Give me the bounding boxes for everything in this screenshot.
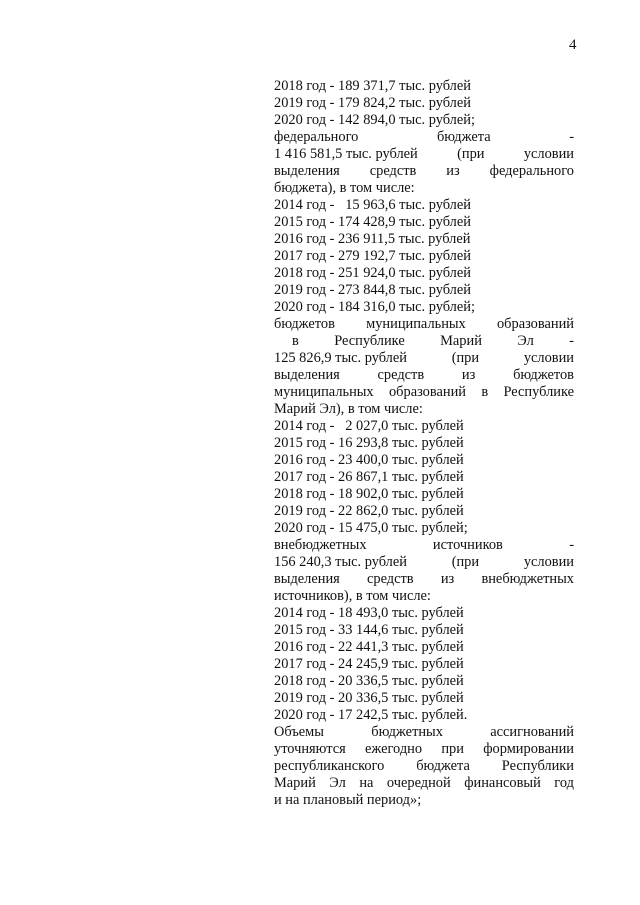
municipal-amount-line: 125 826,9 тыс. рублей (при условии	[274, 350, 574, 366]
extrabudget-section	[274, 537, 574, 724]
municipal-budget-section	[274, 316, 574, 537]
extrabudget-tail: источников), в том числе:	[274, 588, 431, 604]
municipal-heading-1: бюджетов муниципальных образований	[274, 316, 574, 332]
year-list-block1	[274, 78, 574, 129]
year-line: 2019 год - 273 844,8 тыс. рублей	[274, 282, 471, 298]
year-line: 2020 год - 15 475,0 тыс. рублей;	[274, 520, 468, 536]
municipal-heading-2: в Республике Марий Эл -	[292, 333, 574, 349]
closing-line-5: и на плановый период»;	[274, 792, 422, 808]
year-line: 2019 год - 179 824,2 тыс. рублей	[274, 95, 471, 111]
year-line: 2017 год - 26 867,1 тыс. рублей	[274, 469, 464, 485]
year-line: 2014 год - 2 027,0 тыс. рублей	[274, 418, 464, 434]
year-line: 2014 год - 18 493,0 тыс. рублей	[274, 605, 464, 621]
year-line: 2016 год - 236 911,5 тыс. рублей	[274, 231, 471, 247]
year-line: 2016 год - 23 400,0 тыс. рублей	[274, 452, 464, 468]
year-line: 2017 год - 279 192,7 тыс. рублей	[274, 248, 471, 264]
year-line: 2018 год - 251 924,0 тыс. рублей	[274, 265, 471, 281]
year-line: 2017 год - 24 245,9 тыс. рублей	[274, 656, 464, 672]
municipal-condition-line: выделения средств из бюджетов	[274, 367, 574, 383]
federal-amount-line: 1 416 581,5 тыс. рублей (при условии	[274, 146, 574, 162]
closing-line-1: Объемы бюджетных ассигнований	[274, 724, 574, 740]
year-line: 2015 год - 33 144,6 тыс. рублей	[274, 622, 464, 638]
extrabudget-condition-line: выделения средств из внебюджетных	[274, 571, 574, 587]
closing-line-3: республиканского бюджета Республики	[274, 758, 574, 774]
municipal-tail: Марий Эл), в том числе:	[274, 401, 423, 417]
federal-heading: федерального бюджета -	[274, 129, 574, 145]
year-line: 2015 год - 174 428,9 тыс. рублей	[274, 214, 471, 230]
year-line: 2020 год - 142 894,0 тыс. рублей;	[274, 112, 475, 128]
year-line: 2015 год - 16 293,8 тыс. рублей	[274, 435, 464, 451]
federal-tail: бюджета), в том числе:	[274, 180, 415, 196]
year-line: 2018 год - 20 336,5 тыс. рублей	[274, 673, 464, 689]
federal-condition-line: выделения средств из федерального	[274, 163, 574, 179]
federal-budget-section	[274, 129, 574, 316]
year-line: 2019 год - 22 862,0 тыс. рублей	[274, 503, 464, 519]
year-line: 2018 год - 18 902,0 тыс. рублей	[274, 486, 464, 502]
closing-line-4: Марий Эл на очередной финансовый год	[274, 775, 574, 791]
year-line: 2014 год - 15 963,6 тыс. рублей	[274, 197, 471, 213]
closing-line-2: уточняются ежегодно при формировании	[274, 741, 574, 757]
year-line: 2020 год - 17 242,5 тыс. рублей.	[274, 707, 468, 723]
municipal-condition-line-2: муниципальных образований в Республике	[274, 384, 574, 400]
extrabudget-amount-line: 156 240,3 тыс. рублей (при условии	[274, 554, 574, 570]
closing-paragraph	[274, 724, 574, 809]
year-line: 2019 год - 20 336,5 тыс. рублей	[274, 690, 464, 706]
document-body	[274, 78, 574, 809]
year-line: 2020 год - 184 316,0 тыс. рублей;	[274, 299, 475, 315]
year-line: 2018 год - 189 371,7 тыс. рублей	[274, 78, 471, 94]
extrabudget-heading: внебюджетных источников -	[274, 537, 574, 553]
page-number: 4	[569, 37, 577, 53]
year-line: 2016 год - 22 441,3 тыс. рублей	[274, 639, 464, 655]
